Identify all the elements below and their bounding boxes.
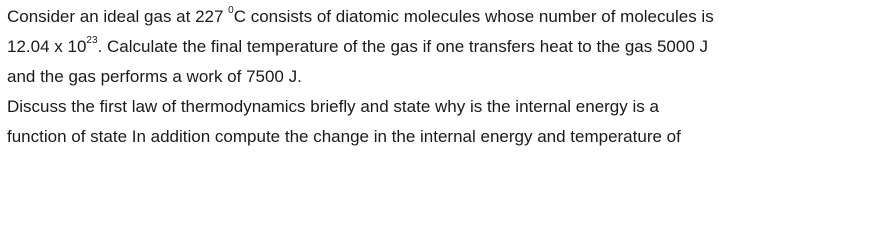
discussion-line-1: Discuss the first law of thermodynamics briefly and state why is the internal energy is a [7,97,659,116]
question-text: . Calculate the final temperature of the gas if one transfers heat to the gas 5000 J [97,37,709,56]
degree-superscript: 0 [228,5,234,17]
question-line-2 [7,32,887,62]
document-body [7,2,887,152]
question-text: C consists of diatomic molecules whose number of molecules is [233,7,714,26]
question-line-1 [7,2,887,32]
question-line-3: and the gas performs a work of 7500 J. [7,67,302,86]
discussion-line-2: function of state In addition compute the change in the internal energy and temperature of [7,127,681,146]
exponent-superscript: 23 [86,35,98,47]
question-text: Consider an ideal gas at 227 [7,7,229,26]
question-text: 12.04 x 10 [7,37,87,56]
